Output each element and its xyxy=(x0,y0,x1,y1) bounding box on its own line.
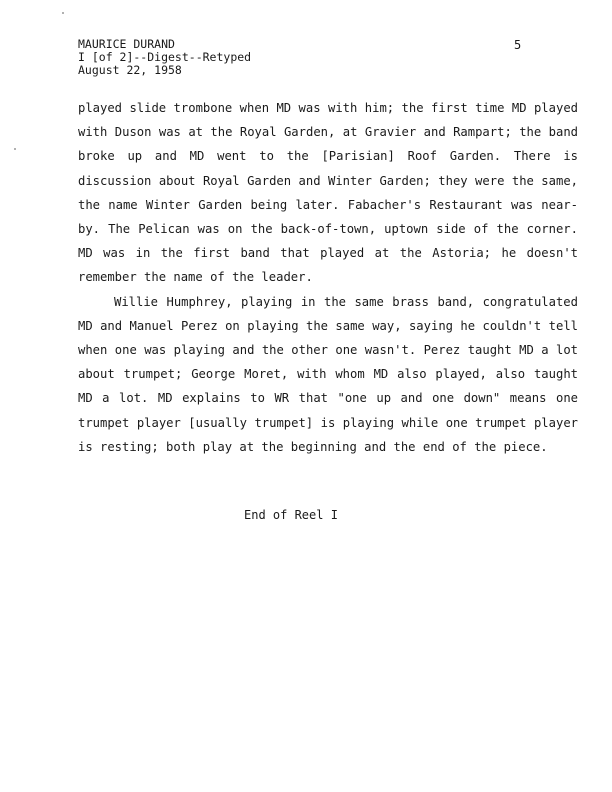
document-header xyxy=(78,38,251,77)
end-of-reel-label: End of Reel I xyxy=(244,508,338,522)
body-paragraph: played slide trombone when MD was with him; the first time MD played with Duson was at the Royal Garden, at Gravier and Rampart; the band broke up and MD went to the [Parisian] Roof Garden. There is discussion about Royal Garden and Winter Garden; they were the same, the name Winter Garden being later. Fabacher's Restaurant was near-by. The Pelican was on the back-of-town, uptown side of the corner. MD was in the first band that played at the Astoria; he doesn't remember the name of the leader. xyxy=(78,101,578,285)
scan-speck xyxy=(62,12,64,14)
scan-speck xyxy=(14,148,16,150)
interviewee-name: MAURICE DURAND xyxy=(78,37,175,51)
body-paragraph: Willie Humphrey, playing in the same brass band, congratulated MD and Manuel Perez on playing the same way, saying he couldn't tell when one was playing and the other one wasn't. Perez taught MD a lot about trumpet; George Moret, with whom MD also played, also taught MD a lot. MD explains to WR that "one up and one down" means one trumpet player [usually trumpet] is playing while one trumpet player is resting; both play at the beginning and the end of the piece. xyxy=(78,294,578,454)
document-body xyxy=(78,96,578,459)
interview-date: August 22, 1958 xyxy=(78,63,182,77)
reel-info: I [of 2]--Digest--Retyped xyxy=(78,50,252,64)
page-number: 5 xyxy=(514,38,522,52)
